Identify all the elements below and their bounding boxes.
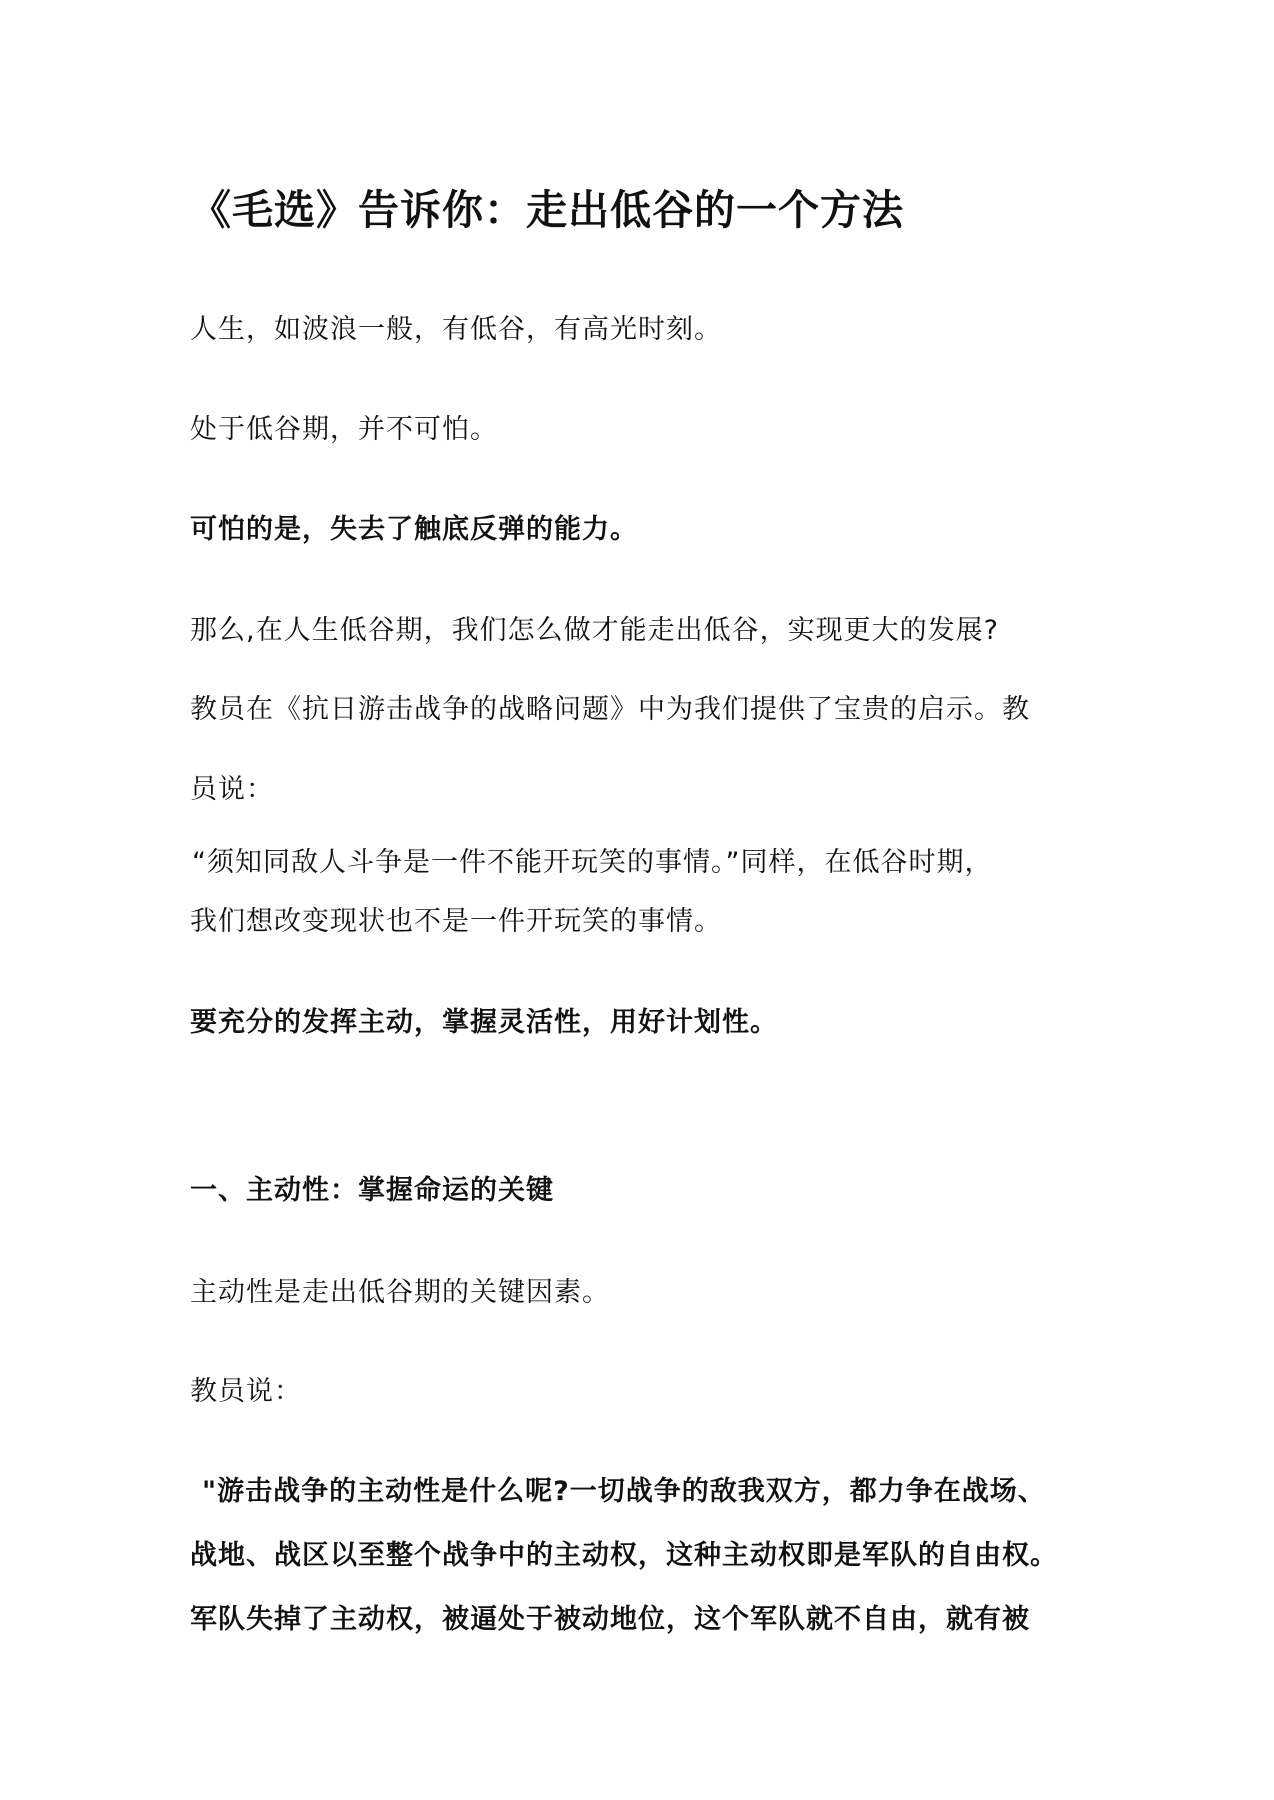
paragraph-intro: 人生，如波浪一般，有低谷，有高光时刻。 — [190, 314, 722, 345]
section-heading: 一、主动性：掌握命运的关键 — [190, 1175, 554, 1206]
bold-quote-line-1: "游击战争的主动性是什么呢?一切战争的敌我双方，都力争在战场、 — [202, 1476, 1046, 1507]
bold-quote-line-2: 战地、战区以至整个战争中的主动权，这种主动权即是军队的自由权。 — [190, 1540, 1058, 1571]
paragraph-initiative: 主动性是走出低谷期的关键因素。 — [190, 1277, 610, 1308]
emphasis-line: 可怕的是，失去了触底反弹的能力。 — [190, 514, 638, 545]
quote-line-cont: 我们想改变现状也不是一件开玩笑的事情。 — [190, 906, 722, 937]
paragraph-question: 那么,在人生低谷期，我们怎么做才能走出低谷，实现更大的发展? — [190, 615, 999, 646]
paragraph-source-cont: 员说： — [190, 774, 274, 805]
paragraph-says: 教员说： — [190, 1376, 302, 1407]
paragraph-not-afraid: 处于低谷期，并不可怕。 — [190, 414, 498, 445]
document-title: 《毛选》告诉你：走出低谷的一个方法 — [190, 186, 904, 234]
bold-quote-line-3: 军队失掉了主动权，被逼处于被动地位，这个军队就不自由，就有被 — [190, 1604, 1030, 1635]
quote-line: “须知同敌人斗争是一件不能开玩笑的事情。”同样，在低谷时期， — [192, 847, 993, 878]
emphasis-summary: 要充分的发挥主动，掌握灵活性，用好计划性。 — [190, 1007, 778, 1038]
paragraph-source: 教员在《抗日游击战争的战略问题》中为我们提供了宝贵的启示。教 — [190, 694, 1030, 725]
